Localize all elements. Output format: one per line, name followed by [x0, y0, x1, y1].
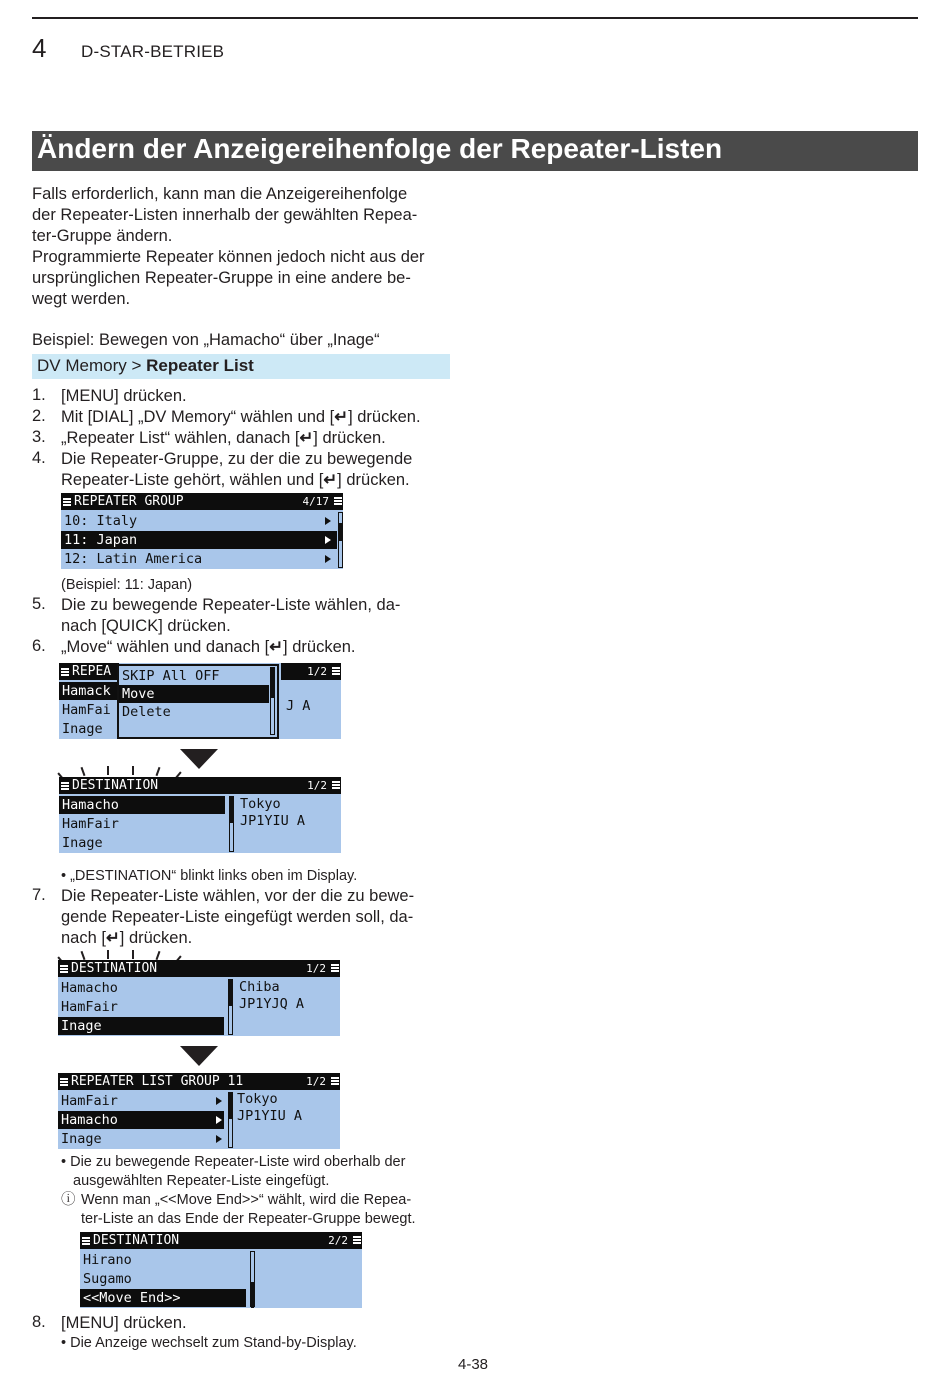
- step-number: 2.: [32, 407, 46, 425]
- menu-icon: [60, 964, 68, 974]
- menu-icon: [353, 1235, 361, 1245]
- list-item: HamFai: [62, 702, 111, 718]
- list-item: Inage: [62, 721, 103, 737]
- list-item-selected: <<Move End>>: [80, 1289, 246, 1307]
- list-item: Inage: [58, 1130, 224, 1148]
- down-arrow-icon: [180, 1046, 218, 1066]
- enter-key-icon: ↵: [299, 429, 314, 447]
- intro-line: ursprünglichen Repeater-Gruppe in eine andere be-: [32, 269, 411, 287]
- screen-header: REPEA: [59, 663, 119, 680]
- menu-icon: [331, 963, 339, 973]
- step-number: 5.: [32, 595, 46, 613]
- list-item: 12: Latin America: [61, 550, 337, 568]
- enter-key-icon: ↵: [334, 408, 349, 426]
- screen-header: REPEATER GROUP 4/17: [61, 493, 343, 510]
- blink-mark-icon: [132, 766, 134, 775]
- chapter-number: 4: [32, 33, 47, 63]
- repeater-call: J A: [286, 698, 311, 714]
- list-item-selected: Hamack: [59, 682, 119, 700]
- menu-path: [37, 356, 254, 376]
- scrollbar: [228, 1092, 233, 1148]
- section-title: Ändern der Anzeigereihenfolge der Repeater-Listen: [37, 133, 723, 164]
- menu-icon: [82, 1236, 90, 1246]
- screen-destination-move-end: [80, 1232, 362, 1308]
- step-8-text: [MENU] drücken.: [61, 1314, 187, 1332]
- blink-mark-icon: [81, 951, 86, 960]
- list-item-selected: Inage: [58, 1017, 224, 1035]
- repeater-name: Tokyo: [240, 796, 281, 812]
- enter-key-icon: ↵: [323, 471, 338, 489]
- chevron-right-icon: [216, 1135, 222, 1143]
- list-item: HamFair: [62, 816, 119, 832]
- screen-header-right: 1/2: [281, 663, 341, 680]
- list-item: Sugamo: [83, 1271, 132, 1287]
- blink-mark-icon: [156, 767, 161, 776]
- steps-5-6: [0, 595, 460, 660]
- step-8-note: • Die Anzeige wechselt zum Stand-by-Display.: [61, 1335, 357, 1351]
- quick-menu-popup: [117, 664, 279, 739]
- step-number: 1.: [32, 386, 46, 404]
- menu-item-skip-all-off[interactable]: SKIP All OFF: [122, 668, 220, 684]
- list-item: HamFair: [61, 999, 118, 1015]
- step-6-note: • „DESTINATION“ blinkt links oben im Display.: [61, 868, 358, 884]
- step-7: [0, 886, 460, 951]
- menu-icon: [334, 496, 342, 506]
- chevron-right-icon: [325, 536, 331, 544]
- menu-icon: [63, 497, 71, 507]
- step-6-text: „Move“ wählen und danach [↵] drücken.: [61, 638, 356, 656]
- step-2-text: Mit [DIAL] „DV Memory“ wählen und [↵] drücken.: [61, 408, 421, 426]
- step-1-text: [MENU] drücken.: [61, 387, 187, 405]
- intro-line: Programmierte Repeater können jedoch nicht aus der: [32, 248, 425, 266]
- list-item-selected: Hamacho: [58, 1111, 224, 1129]
- blink-mark-icon: [156, 951, 161, 960]
- step-4-text: Repeater-Liste gehört, wählen und [↵] drücken.: [61, 471, 410, 489]
- screen-header: REPEATER LIST GROUP 11 1/2: [58, 1073, 340, 1090]
- list-item: Inage: [62, 835, 103, 851]
- screen-repeater-group: [61, 493, 343, 569]
- step-7-note: • Die zu bewegende Repeater-Liste wird oberhalb der: [61, 1154, 406, 1170]
- intro-line: wegt werden.: [32, 290, 131, 308]
- list-item-selected: 11: Japan: [61, 531, 337, 549]
- screen-header: DESTINATION 2/2: [80, 1232, 362, 1249]
- blink-mark-icon: [107, 950, 109, 959]
- list-item: HamFair: [58, 1092, 224, 1110]
- list-item: Hamacho: [61, 980, 118, 996]
- chevron-right-icon: [216, 1097, 222, 1105]
- menu-path-prefix: DV Memory >: [37, 356, 147, 375]
- step-5-text: Die zu bewegende Repeater-Liste wählen, da-: [61, 596, 401, 614]
- menu-path-item: Repeater List: [146, 356, 254, 375]
- chevron-right-icon: [325, 555, 331, 563]
- step-3-text: „Repeater List“ wählen, danach [↵] drücken.: [61, 429, 386, 447]
- list-item: 10: Italy: [61, 512, 337, 530]
- intro-paragraph: [32, 184, 452, 310]
- blink-mark-icon: [107, 766, 109, 775]
- menu-icon: [60, 1077, 68, 1087]
- step-7-text: gende Repeater-Liste eingefügt werden soll, da-: [61, 908, 414, 926]
- intro-line: der Repeater-Listen innerhalb der gewählten Repea-: [32, 206, 418, 224]
- menu-icon: [332, 666, 340, 676]
- step-7-text: Die Repeater-Liste wählen, vor der die zu bewe-: [61, 887, 415, 905]
- screen-destination-1-wrap: [52, 766, 352, 856]
- screen-header: DESTINATION 1/2: [58, 960, 340, 977]
- top-rule: [32, 17, 918, 19]
- menu-icon: [332, 780, 340, 790]
- step-number: 3.: [32, 428, 46, 446]
- info-icon: ⓘ: [61, 1192, 76, 1208]
- screen-destination-2: [58, 960, 340, 1036]
- steps-1-4: [0, 386, 460, 496]
- enter-key-icon: ↵: [269, 638, 284, 656]
- screen-header: DESTINATION 1/2: [59, 777, 341, 794]
- repeater-name: Chiba: [239, 979, 280, 995]
- step-4-note: (Beispiel: 11: Japan): [61, 577, 193, 593]
- scrollbar: [338, 512, 343, 568]
- step-number: 8.: [32, 1313, 46, 1331]
- screen-destination-2-wrap: [52, 950, 352, 1040]
- repeater-call: JP1YJQ A: [239, 996, 305, 1012]
- chevron-right-icon: [216, 1116, 222, 1124]
- scrollbar: [228, 979, 233, 1035]
- scrollbar: [250, 1251, 255, 1307]
- repeater-call: JP1YIU A: [240, 813, 306, 829]
- step-7-info: ter-Liste an das Ende der Repeater-Gruppe bewegt.: [81, 1211, 416, 1227]
- chevron-right-icon: [325, 517, 331, 525]
- page-number: 4-38: [458, 1356, 489, 1373]
- screen-repeater-list-group: [58, 1073, 340, 1149]
- step-7-text: nach [↵] drücken.: [61, 929, 193, 947]
- menu-icon: [61, 667, 69, 677]
- menu-item-delete[interactable]: Delete: [122, 704, 171, 720]
- scrollbar: [229, 796, 234, 852]
- step-number: 4.: [32, 449, 46, 467]
- chapter-title: D-STAR-BETRIEB: [81, 42, 225, 61]
- intro-line: ter-Gruppe ändern.: [32, 227, 173, 245]
- list-item: Hirano: [83, 1252, 132, 1268]
- enter-key-icon: ↵: [105, 929, 120, 947]
- step-4-text: Die Repeater-Gruppe, zu der die zu bewegende: [61, 450, 413, 468]
- step-number: 7.: [32, 886, 46, 904]
- step-7-info: Wenn man „<<Move End>>“ wählt, wird die Repea-: [81, 1192, 412, 1208]
- step-number: 6.: [32, 637, 46, 655]
- step-7-note: ausgewählten Repeater-Liste eingefügt.: [73, 1173, 330, 1189]
- intro-line: Falls erforderlich, kann man die Anzeigereihenfolge: [32, 185, 408, 203]
- blink-mark-icon: [81, 767, 86, 776]
- list-item-selected: Hamacho: [59, 796, 225, 814]
- repeater-call: JP1YIU A: [237, 1108, 303, 1124]
- blink-mark-icon: [132, 950, 134, 959]
- screen-destination-1: [59, 777, 341, 853]
- repeater-name: Tokyo: [237, 1091, 278, 1107]
- menu-item-move[interactable]: Move: [119, 685, 269, 703]
- step-5-text: nach [QUICK] drücken.: [61, 617, 231, 635]
- scrollbar: [270, 667, 275, 735]
- example-text: Beispiel: Bewegen von „Hamacho“ über „Inage“: [32, 331, 380, 349]
- menu-icon: [331, 1076, 339, 1086]
- menu-icon: [61, 781, 69, 791]
- screen-quick-menu: [59, 663, 341, 739]
